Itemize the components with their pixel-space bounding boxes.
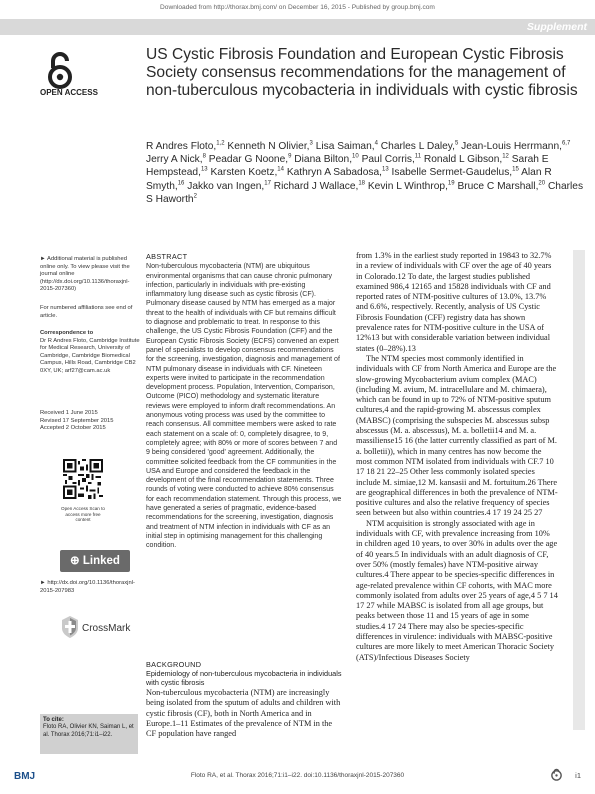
author-affiliation: 4 [374,140,378,147]
author-affiliation: 13 [200,167,208,174]
author-affiliation: 20 [538,180,546,187]
author-affiliation: 10 [352,153,359,160]
author-name: Kevin L Winthrop, [367,180,448,192]
author-affiliation: 9 [288,153,292,160]
author-affiliation: 8 [202,153,206,160]
abstract-text: Non-tuberculous mycobacteria (NTM) are ubiquitous environmental organisms that can cause chronic pulmonary infection, particularly in individuals with pre-existing inflammatory lung disease such as cystic fibrosis (CF). Pulmonary disease caused by NTM has emerged as a major threat to the health of individuals with CF but remains difficult to diagnose and problematic to treat. In response to this challenge, the US Cystic Fibrosis Foundation (CFF) and the European Cystic Fibrosis Society (ECFS) convened an expert panel of specialists to develop consensus recommendations for the screening, investigation, diagnosis and management of NTM pulmonary disease in individuals with CF. Nineteen experts were invited to participate in the recommendation development process. Population, Intervention, Comparison, Outcome (PICO) methodology and systematic literature reviews were employed to inform draft recommendations. An anonymous voting process was used by the committee to reach consensus. All committee members were asked to rate each statement on a scale of: 0, completely disagree, to 9, completely agree; with 80% or more of scores between 7 and 9 being considered 'good' agreement. Additionally, the committee solicited feedback from the CF communities in the USA and Europe and considered the feedback in the development of the final recommendation statements. Three rounds of voting were conducted to achieve 80% consensus for each recommendation statement. Through this process, we have generated a series of pragmatic, evidence-based recommendations for the screening, investigation, diagnosis and treatment of NTM infection in individuals with CF as an initial step in optimising management for this challenging condition. [146,263,342,550]
open-access-footer-icon [550,768,563,781]
cite-text: Floto RA, Olivier KN, Saiman L, et al. Thorax 2016;71:i1–i22. [43,724,134,738]
affiliations-note: For numbered affiliations see end of article. [40,305,133,319]
author-affiliation: 14 [277,167,284,174]
background-subheading: Epidemiology of non-tuberculous mycobacteria in individuals with cystic fibrosis [146,669,342,687]
author-name: Diana Bilton, [294,154,353,166]
author-affiliation: 3 [309,140,313,147]
author-affiliation: 2 [193,193,197,200]
author-name: Jerry A Nick, [146,154,203,166]
supplement-banner [0,19,595,35]
footer-citation: Floto RA, et al. Thorax 2016;71:i1–i22. doi:10.1136/thoraxjnl-2015-207360 [190,772,405,779]
author-affiliation: 17 [264,180,271,187]
background-text: Non-tuberculous mycobacteria (NTM) are increasingly being isolated from the sputum of adults and children with cystic fibrosis (CF), both in North America and in Europe.1–11 Estimates of the prevalence of NTM in the CF population have ranged [146,688,341,739]
author-name: Jean-Louis Herrmann, [461,141,562,152]
author-name: Peadar G Noone, [208,154,289,166]
open-access-lock-icon [40,50,80,90]
author-name: Charles L Daley, [380,141,455,152]
author-name: Alan R Smyth, [146,167,552,192]
right-column [356,251,558,663]
author-name: Lisa Saiman, [315,141,375,152]
open-access-label: OPEN ACCESS [40,88,98,97]
author-affiliation: 13 [381,167,389,174]
accepted-date: Accepted 2 October 2015 [40,425,106,431]
linked-article-link[interactable]: ► http://dx.doi.org/10.1136/thoraxjnl-2015-207983 [40,580,135,594]
supplement-label: Supplement [526,21,587,33]
page-number: i1 [575,771,581,780]
revised-date: Revised 17 September 2015 [40,417,114,424]
author-name: Richard J Wallace, [273,180,359,192]
abstract-heading: ABSTRACT [146,252,188,261]
author-name: Jakko van Ingen, [187,180,265,192]
author-affiliation: 16 [177,180,185,187]
author-affiliation: 5 [454,140,459,147]
author-affiliation: 1,2 [216,140,225,147]
author-name: Paul Corris, [361,154,415,166]
article-title: US Cystic Fibrosis Foundation and European Cystic Fibrosis Society consensus recommendations for the management of non-tuberculous mycobacteria in individuals with cystic fibrosis [146,46,578,100]
correspondence-heading: Correspondence to [40,330,94,336]
author-affiliation: 11 [414,153,422,160]
linked-badge[interactable] [60,550,130,572]
author-affiliation: 18 [358,180,366,187]
received-date: Received 1 June 2015 [40,410,98,416]
author-name: Sarah E Hempstead, [146,154,549,179]
page-footer [0,766,595,784]
correspondence-body: Dr R Andres Floto, Cambridge Institute for Medical Research, University of Cambridge, Cambridge Biomedical Campus, Hills Road, Cambridge CB2 0XY, UK; arf27@cam.ac.uk [40,337,140,374]
background-section [146,660,342,739]
author-name: R Andres Floto, [146,141,217,152]
right-paragraph-3: NTM acquisition is strongly associated with age in individuals with CF, with prevalence increasing from 10% in children aged 10 years, to over 30% in adults over the age of 40 years.5 In individuals with an adult diagnosis of CF, over 50% (mostly females) have NTM-positive airway cultures.4 There appear to be species-specific differences in age-related prevalence within CF cohorts, with MAC more commonly isolated from adults over 25 years of age,4 5 7 14 17 27 while MABSC is isolated from all age groups, but peaks between those 11 and 15 years of age in some studies.4 17 24 There may also be species-specific differences in virulence: individuals with MABSC-positive cultures are more likely to meet American Thoracic Society (ATS)/Infectious Diseases Society [356,518,558,662]
download-line: Downloaded from http://thorax.bmj.com/ on December 16, 2015 - Published by group.bmj.com [160,4,435,11]
abstract-section [146,252,342,551]
article-dates [40,410,140,433]
qr-code-icon[interactable] [63,458,103,500]
author-affiliation: 12 [502,153,509,160]
cite-label: To cite: [43,717,64,723]
author-name: Kenneth N Olivier, [227,141,310,152]
author-name: Kathryn A Sabadosa, [286,167,382,179]
author-affiliation: 19 [447,180,455,187]
author-name: Bruce C Marshall, [457,180,539,192]
author-affiliation: 6,7 [561,140,571,147]
qr-label: Open Access Scan to access more free content [61,506,105,522]
author-affiliation: 15 [512,167,519,174]
linked-label: Linked [82,555,120,567]
author-name: Charles S Haworth [146,180,584,205]
crossmark-icon[interactable] [60,615,80,639]
citation-box [40,714,138,754]
background-heading: BACKGROUND [146,660,202,669]
right-paragraph-2: The NTM species most commonly identified in individuals with CF from North America and Europe are the slow-growing Mycobacterium avium complex (MAC) (including M. avium, M. intracellulare and M. chimaera), which can be found in up to 72% of NTM-positive sputum cultures,4 and the rapid-growing M. abscessus complex (MABSC) (comprising the subspecies M. abscessus subsp abscessus (M. a. abscessus), M. a. bolletii14 and M. a. massiliense15 16 (the latter currently classified as part of M. a. bolletii)), which in many centres has now become the most common NTM isolated from individuals with CF.7 10 17 18 21 22–25 Other less commonly isolated species include M. simiae,12 M. kansasii and M. fortuitum.26 There are geographical differences in both the prevalence of NTM-positive cultures and also the relative frequency of species seen between but also within countries.4 17 19 24 25 27 [356,353,558,518]
crossmark-label: CrossMark [82,623,131,634]
linked-icon: ⊕ [70,555,80,567]
margin-bar [573,250,585,730]
author-name: Ronald L Gibson, [423,154,503,166]
bmj-logo: BMJ [14,771,36,782]
correspondence-block [40,330,140,375]
author-list [146,140,586,206]
additional-material-note: ► Additional material is published online only. To view please visit the journal online (http://dx.doi.org/10.1136/thoraxjnl-2015-207360) [40,256,130,292]
author-name: Isabelle Sermet-Gaudelus, [391,167,513,179]
author-name: Karsten Koetz, [210,167,278,179]
right-paragraph-1: from 1.3% in the earliest study reported in 19843 to 32.7% in a review of individuals with CF over the age of 40 years in Colorado.12 To date, the largest studies published examined 986,4 12165 and 15828 individuals with CF and reported rates of NTM-positive cultures of 13.0%, 13.7% and 6.6%, respectively. Recently, analysis of US Cystic Fibrosis Foundation (CFF) registry data has shown prevalence rates for NTM-positive culture in the USA of 12%13 but with considerable variation between individual states (0–28%).13 [356,251,552,353]
